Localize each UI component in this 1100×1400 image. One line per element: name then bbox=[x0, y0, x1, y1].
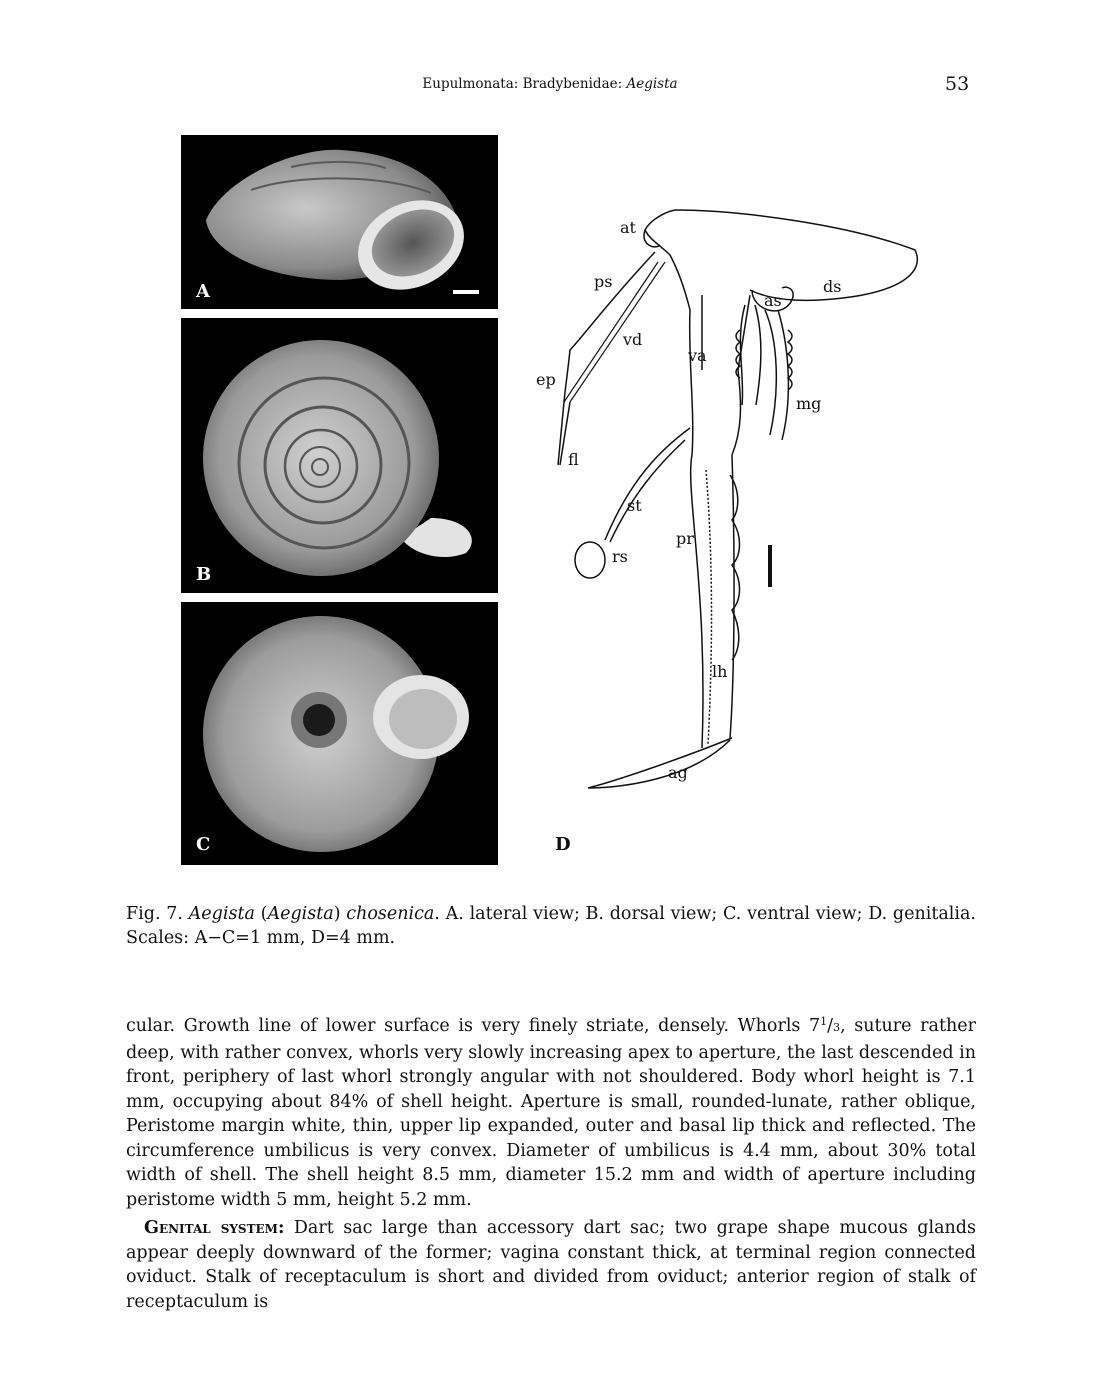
photo-ventral-view bbox=[181, 602, 498, 865]
receptaculum-seminis-outline bbox=[575, 542, 605, 578]
panel-label-b: B bbox=[196, 564, 212, 585]
photo-lateral-view bbox=[181, 135, 498, 309]
label-at: at bbox=[620, 218, 636, 237]
label-ps: ps bbox=[594, 272, 613, 291]
fraction-denominator: 3 bbox=[833, 1021, 841, 1034]
caption-fig-number: Fig. 7. bbox=[126, 904, 183, 924]
running-genus: Aegista bbox=[626, 76, 678, 92]
caption-description: . A. lateral view; B. dorsal view; C. ventral view; D. genitalia. Scales: A−C=1 mm, D=4 mm. bbox=[126, 904, 976, 948]
caption-species: chosenica bbox=[346, 904, 435, 924]
label-mg: mg bbox=[796, 394, 822, 413]
fraction-numerator: 1 bbox=[820, 1015, 828, 1028]
dart-sac-outline bbox=[675, 210, 917, 300]
label-ep: ep bbox=[536, 370, 556, 389]
paragraph-1-part-b: , suture rather deep, with rather convex, whorls very slowly increasing apex to aperture, the last descended in front, periphery of last whorl strongly angular with not shouldered. Body whorl height is 7.1 mm, occupying about 84% of shell height. Aperture is small, rounded-lunate, rather oblique, Peristome margin white, thin, upper lip expanded, outer and basal lip thick and reflected. The circumference umbilicus is very convex. Diameter of umbilicus is 4.4 mm, about 30% total width of shell. The shell height 8.5 mm, diameter 15.2 mm and width of aperture including peristome width 5 mm, height 5.2 mm. bbox=[126, 1016, 976, 1210]
running-title: Eupulmonata: Bradybenidae: bbox=[422, 76, 623, 92]
body-text bbox=[126, 1010, 976, 1314]
label-as: as bbox=[764, 291, 782, 310]
panel-label-a: A bbox=[196, 281, 210, 302]
section-heading-genital-system: Genital system: bbox=[144, 1218, 285, 1238]
caption-paren-close: ) bbox=[333, 904, 347, 924]
panel-label-c: C bbox=[196, 834, 211, 855]
genitalia-diagram bbox=[520, 190, 940, 810]
shell-lateral-image bbox=[181, 135, 498, 309]
shell-ventral-image bbox=[181, 602, 498, 865]
label-pr: pr bbox=[676, 529, 694, 548]
label-lh: lh bbox=[712, 662, 728, 681]
caption-subgenus: Aegista bbox=[267, 904, 334, 924]
running-head bbox=[0, 76, 1100, 92]
paragraph-1-part-a: cular. Growth line of lower surface is very finely striate, densely. Whorls 7 bbox=[126, 1016, 821, 1036]
page-number: 53 bbox=[945, 73, 970, 95]
label-ag: ag bbox=[668, 763, 688, 782]
figure-caption bbox=[126, 902, 976, 950]
panel-label-d: D bbox=[555, 834, 571, 855]
label-va: va bbox=[688, 346, 707, 365]
label-fl: fl bbox=[568, 450, 579, 469]
albumen-gland-outline bbox=[588, 738, 732, 788]
photo-dorsal-view bbox=[181, 318, 498, 593]
caption-paren-open: ( bbox=[254, 904, 268, 924]
scale-bar-a bbox=[453, 290, 479, 294]
paragraph-2-text: Dart sac large than accessory dart sac; two grape shape mucous glands appear deeply downward of the former; vagina constant thick, at terminal region connected oviduct. Stalk of receptaculum is short and divided from oviduct; anterior region of stalk of receptaculum is bbox=[126, 1218, 976, 1312]
label-vd: vd bbox=[623, 330, 643, 349]
shell-dorsal-image bbox=[181, 318, 498, 593]
label-ds: ds bbox=[823, 277, 842, 296]
paragraph-shell-description: cular. Growth line of lower surface is very finely striate, densely. Whorls $7^1/3$, suture rather deep, with rather convex, whorls very slowly increasing apex to aperture, the last descended in front, periphery of last whorl strongly angular with not shouldered. Body whorl height is 7.1 mm, occupying about 84% of shell height. Aperture is small, rounded-lunate, rather oblique, Peristome margin white, thin, upper lip expanded, outer and basal lip thick and reflected. The circumference umbilicus is very convex. Diameter of umbilicus is 4.4 mm, about 30% total width of shell. The shell height 8.5 mm, diameter 15.2 mm and width of aperture including peristome width 5 mm, height 5.2 mm. bbox=[126, 1015, 976, 1210]
caption-genus: Aegista bbox=[188, 904, 255, 924]
paragraph-genital-system bbox=[126, 1216, 976, 1314]
scale-bar-d bbox=[768, 545, 772, 587]
label-st: st bbox=[627, 496, 642, 515]
label-rs: rs bbox=[612, 547, 628, 566]
